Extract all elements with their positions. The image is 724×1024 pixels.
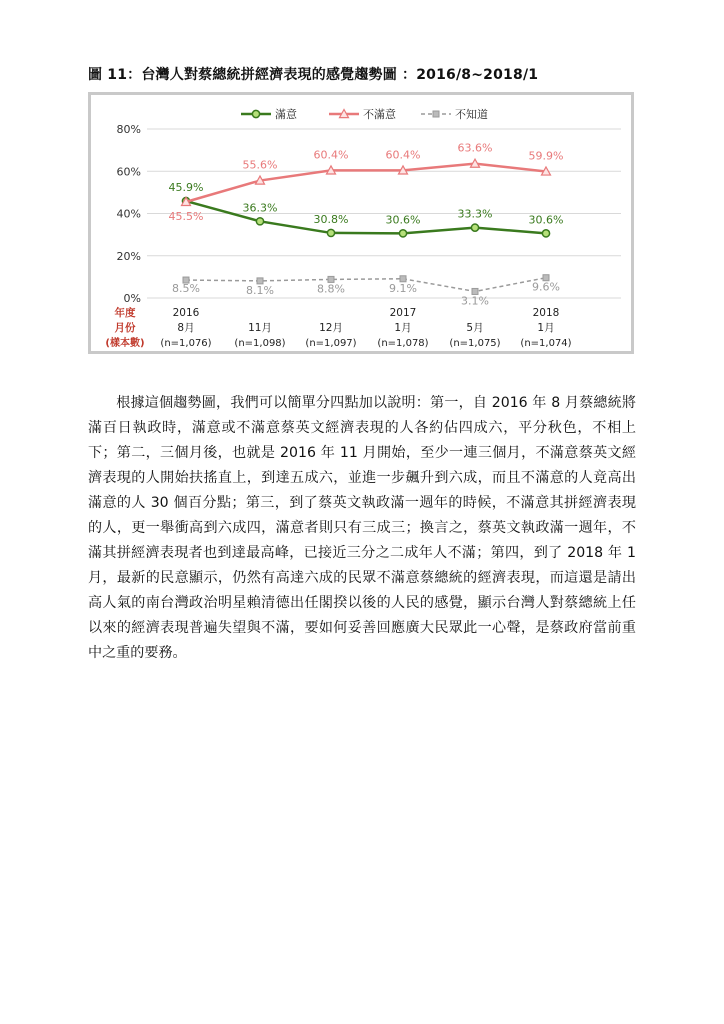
data-label: 60.4% [385, 148, 421, 162]
figure-title: 圖 11：台灣人對蔡總統拼經濟表現的感覺趨勢圖 ：2016/8~2018/1 [88, 67, 539, 83]
data-point [327, 229, 334, 236]
x-month-label: 5月 [466, 322, 484, 334]
legend-label: 不知道 [455, 108, 488, 121]
data-label: 59.9% [528, 149, 564, 163]
x-month-label: 1月 [394, 322, 412, 334]
legend-marker-0 [252, 110, 259, 117]
x-year-label: 2016 [172, 307, 200, 319]
x-sample-label: (n=1,097) [305, 338, 357, 349]
y-tick-label: 60% [116, 165, 141, 179]
data-label: 63.6% [457, 141, 493, 155]
y-tick-label: 0% [123, 292, 141, 305]
y-tick-label: 80% [116, 123, 141, 136]
row-label-sample: (樣本數) [105, 338, 145, 349]
x-month-label: 11月 [248, 322, 272, 334]
data-label: 3.1% [461, 294, 489, 308]
data-point [399, 230, 406, 237]
data-label: 8.5% [172, 282, 200, 296]
data-label: 8.8% [317, 282, 345, 296]
data-label: 8.1% [246, 283, 274, 297]
data-point [256, 218, 263, 225]
chart-frame [88, 92, 634, 354]
x-sample-label: (n=1,078) [377, 338, 429, 349]
x-year-label: 2018 [532, 307, 560, 319]
data-label: 33.3% [457, 207, 493, 221]
data-point [471, 224, 478, 231]
series-line-1 [186, 164, 546, 202]
legend-marker-2 [433, 111, 439, 117]
x-year-label: 2017 [389, 307, 417, 319]
x-sample-label: (n=1,076) [160, 338, 212, 349]
row-label-month: 月份 [114, 322, 136, 334]
x-month-label: 12月 [319, 322, 343, 334]
data-label: 36.3% [242, 201, 278, 215]
data-label: 9.6% [532, 280, 560, 294]
data-label: 30.6% [528, 213, 564, 227]
data-label: 45.5% [168, 209, 204, 223]
data-label: 60.4% [313, 148, 349, 162]
data-label: 9.1% [389, 281, 417, 295]
trend-chart [91, 95, 631, 351]
legend-label: 滿意 [275, 108, 297, 121]
data-label: 55.6% [242, 158, 278, 172]
row-label-year: 年度 [114, 307, 136, 319]
x-month-label: 1月 [537, 322, 555, 334]
series-line-2 [186, 278, 546, 292]
y-tick-label: 40% [116, 207, 141, 221]
y-tick-label: 20% [116, 249, 141, 263]
data-point [542, 230, 549, 237]
x-sample-label: (n=1,098) [234, 338, 286, 349]
x-sample-label: (n=1,074) [520, 338, 572, 349]
data-label: 30.6% [385, 213, 421, 227]
x-month-label: 8月 [177, 322, 195, 334]
data-label: 45.9% [168, 181, 204, 195]
body-paragraph: 根據這個趨勢圖，我們可以簡單分四點加以說明：第一，自 2016 年 8 月蔡總統將滿百日執政時，滿意或不滿意蔡英文經濟表現的人各約佔四成六，平分秋色，不相上下；第二，三個月後，也就是 2016 年 11 月開始，至少一連三個月，不滿意蔡英文經濟表現的人開始扶搖直上，到達五成六，並進一步飆升到六成，而且不滿意的人竟高出滿意的人 30 個百分點；第三，到了蔡英文執政滿一週年的時候，不滿意其拼經濟表現的人，更一舉衝高到六成四，滿意者則只有三成三；換言之，蔡英文執政滿一週年，不滿其拼經濟表現者也到達最高峰，已接近三分之二成年人不滿；第四，到了 2018 年 1 月，最新的民意顯示，仍然有高達六成的民眾不滿意蔡總統的經濟表現，而這還是請出高人氣的南台灣政治明星賴清德出任閣揆以後的人民的感覺，顯示台灣人對蔡總統上任以來的經濟表現普遍失望與不滿，要如何妥善回應廣大民眾此一心聲，是蔡政府當前重中之重的要務。 [88, 395, 636, 662]
data-label: 30.8% [313, 212, 349, 226]
legend-label: 不滿意 [363, 108, 396, 121]
x-sample-label: (n=1,075) [449, 338, 501, 349]
